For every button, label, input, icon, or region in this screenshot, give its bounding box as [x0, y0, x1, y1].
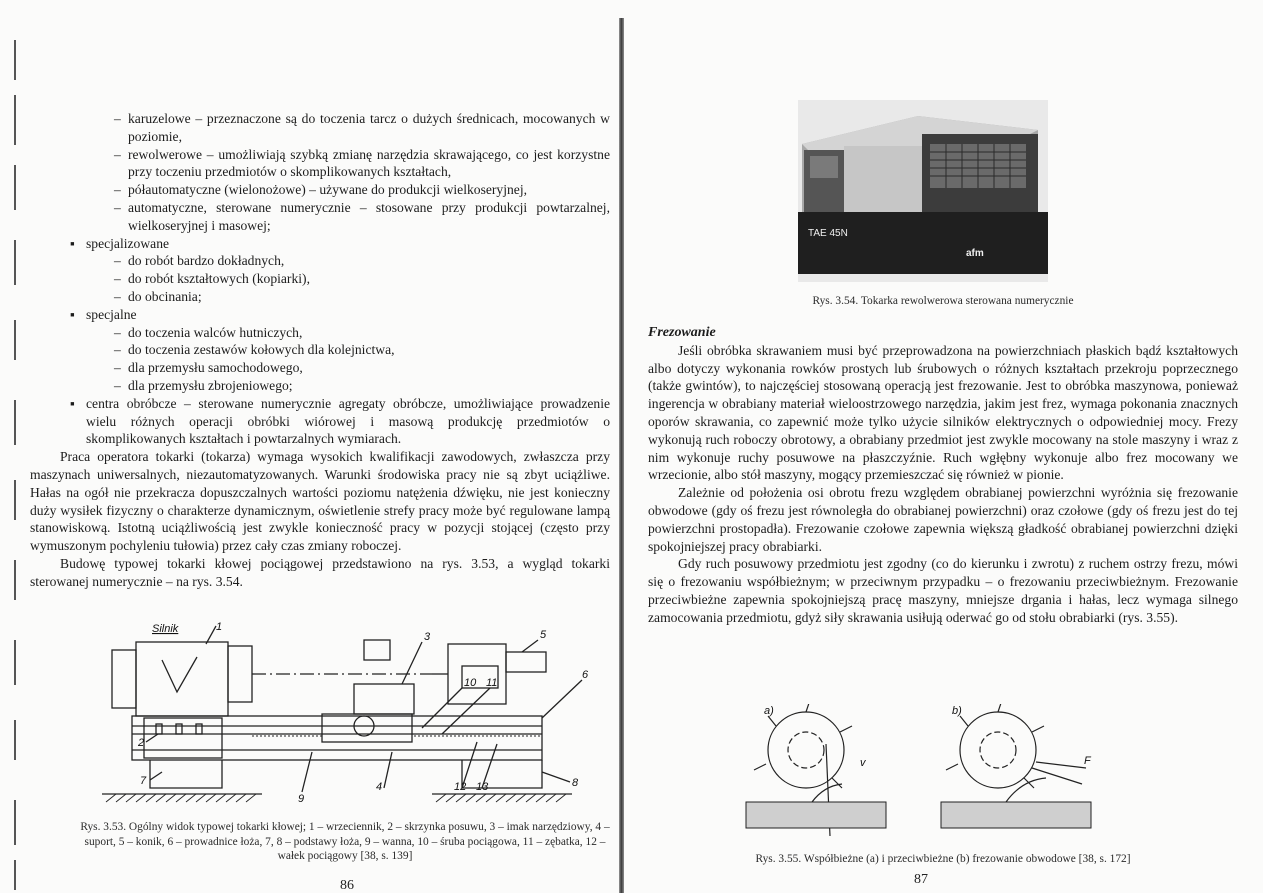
photo-model-label: TAE 45N — [808, 228, 848, 239]
list-item-centra: ▪ centra obróbcze – sterowane numerycznie agregaty obróbcze, umożliwiające prowadzenie wielu różnych operacji obróbki wiórowej i masową produkcję przedmiotów o skomplikowanych kształtach i powtarzalnych wymiarach. — [70, 395, 610, 447]
label-silnik: Silnik — [152, 623, 179, 635]
paragraph: Zależnie od położenia osi obrotu frezu względem obrabianej powierzchni wyróżnia się frezowanie obwodowe (gdy oś frezu jest równoległa do obrabianej powierzchni) oraz czołowe (gdy oś frezu jest do tej powierzchni prostopadła). Frezowanie czołowe zapewnia większą gładkość obrabianej powierzchni dzięki spokojniejszej pracy obrabiarki. — [648, 485, 1238, 554]
list-item: – karuzelowe – przeznaczone są do toczenia tarcz o dużych średnicach, mocowanych w poziomie, — [114, 111, 610, 144]
paragraph: Budowę typowej tokarki kłowej pociągowej przedstawiono na rys. 3.53, a wygląd tokarki sterowanej numerycznie – na rys. 3.54. — [30, 555, 610, 589]
label-b: b) — [952, 705, 962, 717]
list-item: – do toczenia walców hutniczych, — [114, 324, 303, 340]
label-v: v — [860, 757, 866, 769]
list-item: – półautomatyczne (wielonożowe) – używane do produkcji wielkoseryjnej, — [114, 182, 527, 198]
page-number-left: 86 — [340, 878, 354, 893]
paragraph: Praca operatora tokarki (tokarza) wymaga wysokich kwalifikacji zawodowych, zwłaszcza przy maszynach uniwersalnych, niezautomatyzowanych. Warunki środowiska pracy nie są zbyt uciążliwe. Hałas na ogół nie przekracza dopuszczalnych wartości poziomu natężenia dźwięku, nie jest konieczny duży wysiłek fizyczny o charakterze dynamicznym, oświetlenie strefy pracy może być regulowane lampą stanowiskową. Istotną uciążliwością jest zwykle konieczność pracy w pozycji stojącej (często przy wymuszonym pochyleniu tułowia) przez cały czas zmiany roboczej. — [30, 449, 610, 554]
book-gutter — [619, 18, 624, 893]
right-page — [636, 0, 1250, 893]
list-item: – do robót kształtowych (kopiarki), — [114, 271, 310, 287]
label-1: 1 — [216, 622, 223, 633]
figure-caption-3-54: Rys. 3.54. Tokarka rewolwerowa sterowana numerycznie — [812, 295, 1074, 307]
list-group-heading: ▪ specjalne — [70, 306, 137, 322]
label-7: 7 — [140, 775, 147, 787]
label-5: 5 — [540, 629, 547, 641]
label-4: 4 — [376, 781, 383, 793]
label-13: 13 — [476, 781, 489, 793]
label-a: a) — [764, 705, 774, 717]
list-item: – dla przemysłu samochodowego, — [114, 360, 303, 376]
figure-caption-3-55: Rys. 3.55. Współbieżne (a) i przeciwbieżne (b) frezowanie obwodowe [38, s. 172] — [755, 853, 1131, 865]
label-10: 10 — [464, 677, 477, 689]
photo-brand-label: afm — [966, 248, 984, 259]
list-item: – automatyczne, sterowane numerycznie – stosowane przy produkcji powtarzalnej, wielkoseryjnej i masowej; — [114, 199, 610, 233]
list-item: – do toczenia zestawów kołowych dla kolejnictwa, — [114, 342, 395, 358]
label-3: 3 — [424, 631, 431, 643]
milling-diagram — [736, 704, 1196, 840]
headstock-shape — [136, 642, 228, 716]
cnc-lathe-photo — [798, 100, 1048, 282]
label-9: 9 — [298, 793, 305, 805]
list-item: – rewolwerowe – umożliwiają szybką zmianę narzędzia skrawającego, co jest korzystne przy toczeniu przedmiotów o skomplikowanych kształtach, — [114, 146, 610, 180]
label-8: 8 — [572, 777, 579, 789]
paragraph: Gdy ruch posuwowy przedmiotu jest zgodny (co do kierunku i zwrotu) z ruchem ostrzy frezu, mówi się o frezowaniu współbieżnym; w przeciwnym przypadku – o frezowaniu przeciwbieżnym. Frezowanie przeciwbieżne zapewnia spokojniejszą pracę maszyny, mniejsze drgania i hałas, lecz wymaga silnego zamocowania przedmiotu, gdyż siły skrawania usiłują oderwać go od stołu obrabiarki (rys. 3.55). — [648, 556, 1238, 625]
right-page-text — [648, 324, 1238, 627]
list-item: – do robót bardzo dokładnych, — [114, 253, 285, 269]
scan-margin-marks — [14, 0, 17, 893]
label-6: 6 — [582, 669, 589, 681]
page-number-right: 87 — [914, 872, 928, 887]
figure-caption-3-53: Rys. 3.53. Ogólny widok typowej tokarki kłowej; 1 – wrzeciennik, 2 – skrzynka posuwu, 3 – imak narzędziowy, 4 – suport, 5 – konik, 6 – prowadnice łoża, 7, 8 – podstawy łoża, 9 – wanna, 10 – śruba pociągowa, 11 – zębatka, 12 – wałek pociągowy [38, s. 139] — [80, 821, 610, 863]
list-item: – dla przemysłu zbrojeniowego; — [114, 377, 293, 393]
label-11: 11 — [486, 677, 498, 689]
left-page-text — [30, 110, 610, 591]
left-page — [30, 0, 610, 893]
label-12: 12 — [454, 781, 467, 793]
paragraph: Jeśli obróbka skrawaniem musi być przeprowadzona na powierzchniach płaskich bądź kształtowych albo dotyczy wykonania rowków prostych lub śrubowych o różnych kształtach przekroju poprzecznego (także gwintów), to najczęściej stosowaną operacją jest frezowanie. Jest to obróbka maszynowa, ponieważ ingerencja w obrabiany materiał wieloostrzowego narzędzia, jakim jest frez, wymaga pokonania znacznych oporów skrawania, co zapewnić może tylko użycie silników elektrycznych o odpowiedniej mocy. Frezy wykonują ruch roboczy obrotowy, a obrabiany przedmiot jest zwykle mocowany na stole maszyny i wraz z nim wykonuje ruchy posuwowe na płaszczyźnie. Ruch wgłębny wykonuje albo frez mocowany we wrzecionie, albo stół maszyny, mogący przemieszczać się również w pionie. — [648, 342, 1238, 483]
list-item: – do obcinania; — [114, 288, 202, 304]
list-group-heading: ▪ specjalizowane — [70, 235, 170, 251]
label-F: F — [1084, 755, 1091, 767]
label-2: 2 — [138, 737, 145, 749]
section-heading: Frezowanie — [648, 325, 716, 340]
lathe-diagram — [102, 622, 602, 814]
